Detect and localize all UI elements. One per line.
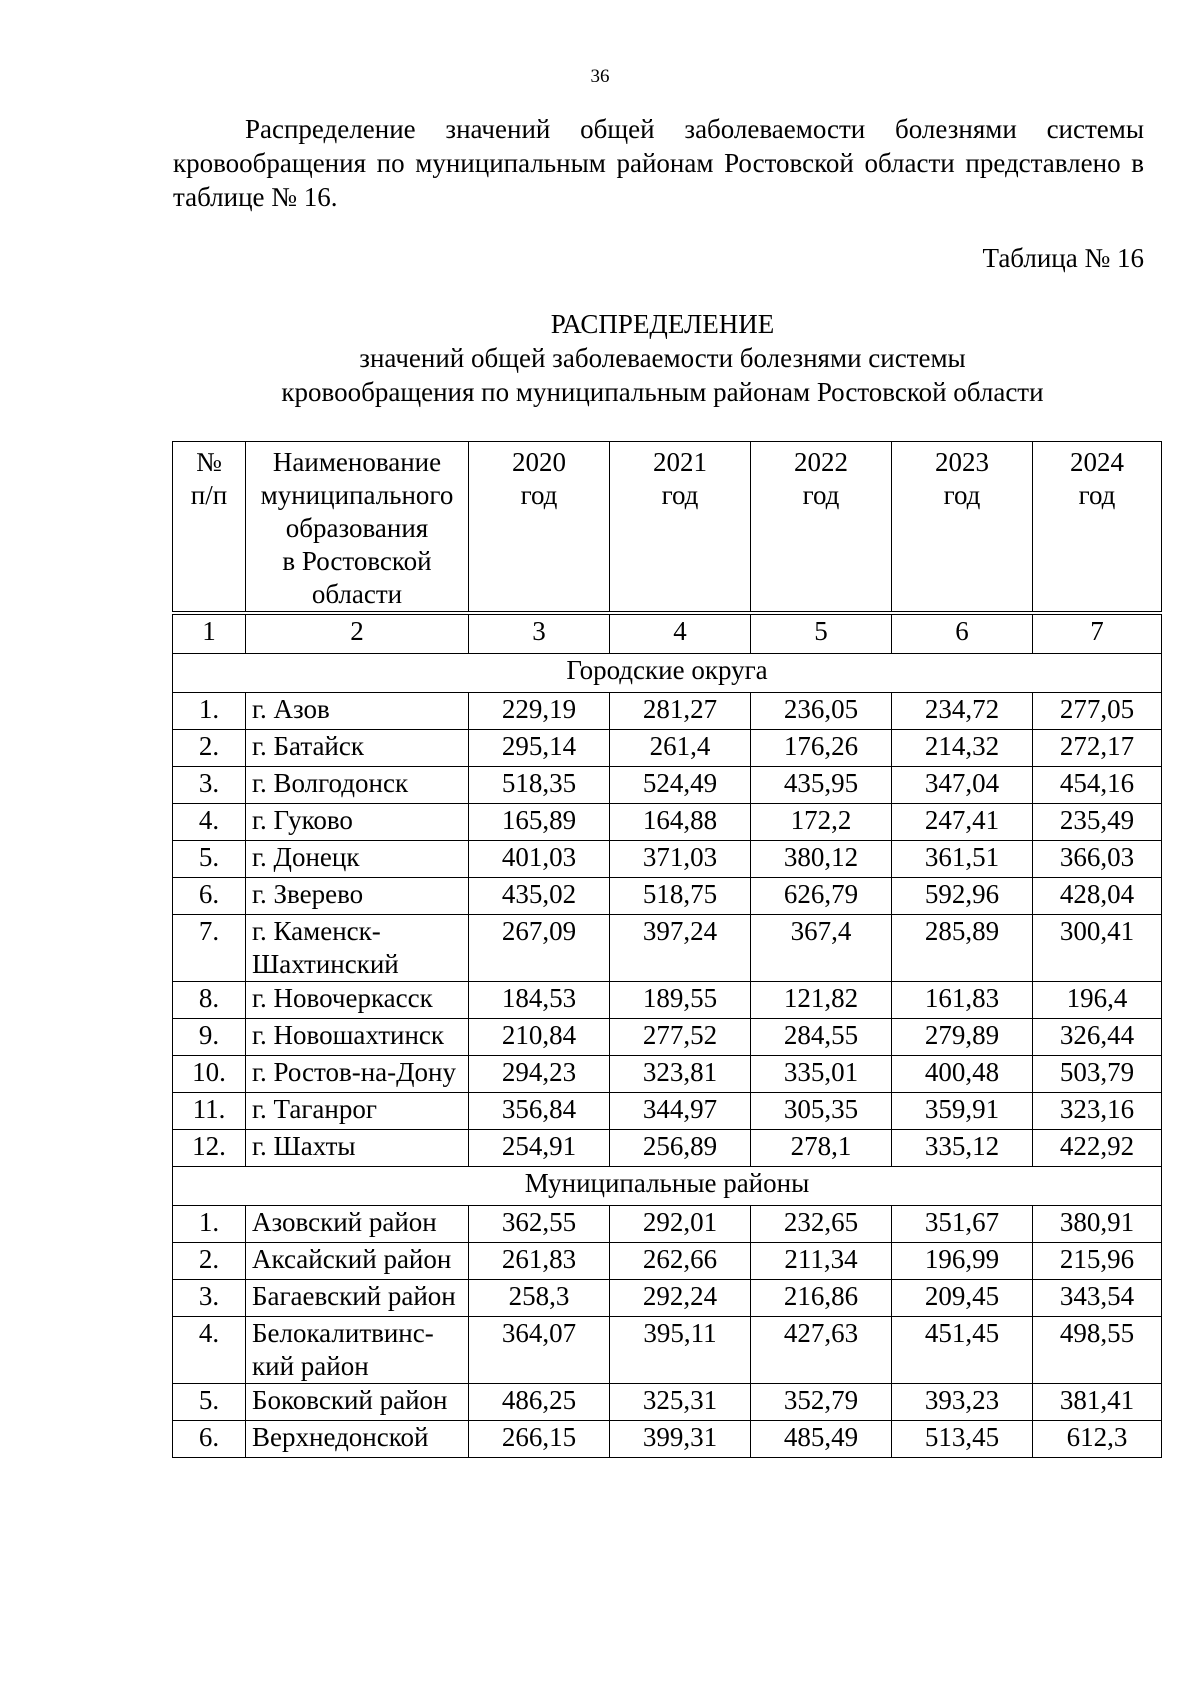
value-2022: 284,55 xyxy=(751,1019,892,1056)
morbidity-table xyxy=(172,441,1162,1458)
column-number: 7 xyxy=(1033,613,1162,654)
value-2022: 335,01 xyxy=(751,1056,892,1093)
value-2021: 292,24 xyxy=(610,1280,751,1317)
value-2023: 400,48 xyxy=(892,1056,1033,1093)
value-2023: 209,45 xyxy=(892,1280,1033,1317)
value-2024: 272,17 xyxy=(1033,730,1162,767)
value-2023: 161,83 xyxy=(892,982,1033,1019)
value-2020: 210,84 xyxy=(469,1019,610,1056)
municipality-name: Верхнедонской xyxy=(246,1421,469,1458)
municipality-name: Багаевский район xyxy=(246,1280,469,1317)
row-number: 5. xyxy=(173,841,246,878)
row-number: 1. xyxy=(173,1206,246,1243)
value-2022: 232,65 xyxy=(751,1206,892,1243)
municipality-name: г. Зверево xyxy=(246,878,469,915)
value-2023: 247,41 xyxy=(892,804,1033,841)
header-2021-unit: год xyxy=(661,480,699,510)
header-2021 xyxy=(610,442,751,614)
header-2023-unit: год xyxy=(943,480,981,510)
value-2021: 325,31 xyxy=(610,1384,751,1421)
column-number: 3 xyxy=(469,613,610,654)
table-caption xyxy=(0,307,1200,409)
value-2020: 165,89 xyxy=(469,804,610,841)
header-name xyxy=(246,442,469,614)
municipality-name: г. Гуково xyxy=(246,804,469,841)
caption-line-2: кровообращения по муниципальным районам Ростовской области xyxy=(281,377,1044,407)
table-row xyxy=(173,804,1162,841)
value-2021: 518,75 xyxy=(610,878,751,915)
table-row xyxy=(173,1093,1162,1130)
table-row xyxy=(173,1384,1162,1421)
row-number: 5. xyxy=(173,1384,246,1421)
value-2020: 266,15 xyxy=(469,1421,610,1458)
table-row xyxy=(173,1317,1162,1384)
section-row xyxy=(173,1167,1162,1206)
header-2023 xyxy=(892,442,1033,614)
municipality-name: Аксайский район xyxy=(246,1243,469,1280)
value-2021: 524,49 xyxy=(610,767,751,804)
value-2023: 592,96 xyxy=(892,878,1033,915)
value-2021: 371,03 xyxy=(610,841,751,878)
header-2020-unit: год xyxy=(520,480,558,510)
value-2023: 335,12 xyxy=(892,1130,1033,1167)
column-number: 4 xyxy=(610,613,751,654)
row-number: 12. xyxy=(173,1130,246,1167)
value-2021: 164,88 xyxy=(610,804,751,841)
value-2023: 347,04 xyxy=(892,767,1033,804)
municipality-name: г. Шахты xyxy=(246,1130,469,1167)
value-2021: 292,01 xyxy=(610,1206,751,1243)
column-number: 2 xyxy=(246,613,469,654)
header-2022 xyxy=(751,442,892,614)
row-number: 6. xyxy=(173,878,246,915)
value-2020: 294,23 xyxy=(469,1056,610,1093)
municipality-name: г. Ростов-на-Дону xyxy=(246,1056,469,1093)
header-2022-year: 2022 xyxy=(794,447,848,477)
value-2021: 189,55 xyxy=(610,982,751,1019)
column-number: 5 xyxy=(751,613,892,654)
intro-paragraph: Распределение значений общей заболеваемости болезнями системы кровообращения по муниципальным районам Ростовской области представлено в таблице № 16. xyxy=(173,114,1144,212)
table-row xyxy=(173,1130,1162,1167)
value-2021: 344,97 xyxy=(610,1093,751,1130)
table-row xyxy=(173,730,1162,767)
value-2023: 513,45 xyxy=(892,1421,1033,1458)
municipality-name: г. Батайск xyxy=(246,730,469,767)
caption-title: РАСПРЕДЕЛЕНИЕ xyxy=(550,309,775,339)
value-2024: 215,96 xyxy=(1033,1243,1162,1280)
municipality-name: г. Новошахтинск xyxy=(246,1019,469,1056)
page-number: 36 xyxy=(590,66,610,87)
header-2024-year: 2024 xyxy=(1070,447,1124,477)
value-2023: 351,67 xyxy=(892,1206,1033,1243)
column-numbers-row xyxy=(173,613,1162,654)
row-number: 11. xyxy=(173,1093,246,1130)
section-title: Муниципальные районы xyxy=(173,1167,1162,1206)
value-2023: 279,89 xyxy=(892,1019,1033,1056)
table-row xyxy=(173,693,1162,730)
header-number-line1: № xyxy=(196,447,222,477)
value-2022: 216,86 xyxy=(751,1280,892,1317)
municipality-name: Белокалитвинс-кий район xyxy=(246,1317,469,1384)
municipality-name: г. Азов xyxy=(246,693,469,730)
value-2023: 196,99 xyxy=(892,1243,1033,1280)
value-2024: 422,92 xyxy=(1033,1130,1162,1167)
value-2020: 184,53 xyxy=(469,982,610,1019)
table-row xyxy=(173,982,1162,1019)
table-row xyxy=(173,878,1162,915)
value-2024: 277,05 xyxy=(1033,693,1162,730)
row-number: 1. xyxy=(173,693,246,730)
section-row xyxy=(173,654,1162,693)
header-2024-unit: год xyxy=(1078,480,1116,510)
header-2020 xyxy=(469,442,610,614)
municipality-name: г. Волгодонск xyxy=(246,767,469,804)
value-2022: 380,12 xyxy=(751,841,892,878)
value-2023: 393,23 xyxy=(892,1384,1033,1421)
value-2021: 397,24 xyxy=(610,915,751,982)
row-number: 10. xyxy=(173,1056,246,1093)
table-row xyxy=(173,1243,1162,1280)
header-2022-unit: год xyxy=(802,480,840,510)
header-row xyxy=(173,442,1162,614)
value-2022: 211,34 xyxy=(751,1243,892,1280)
table-label: Таблица № 16 xyxy=(982,243,1144,273)
value-2021: 256,89 xyxy=(610,1130,751,1167)
value-2023: 214,32 xyxy=(892,730,1033,767)
value-2020: 258,3 xyxy=(469,1280,610,1317)
table-row xyxy=(173,1056,1162,1093)
value-2021: 281,27 xyxy=(610,693,751,730)
value-2022: 435,95 xyxy=(751,767,892,804)
value-2022: 121,82 xyxy=(751,982,892,1019)
value-2024: 503,79 xyxy=(1033,1056,1162,1093)
row-number: 7. xyxy=(173,915,246,982)
value-2024: 196,4 xyxy=(1033,982,1162,1019)
value-2020: 267,09 xyxy=(469,915,610,982)
value-2024: 381,41 xyxy=(1033,1384,1162,1421)
value-2020: 486,25 xyxy=(469,1384,610,1421)
value-2020: 362,55 xyxy=(469,1206,610,1243)
table-row xyxy=(173,1019,1162,1056)
value-2020: 295,14 xyxy=(469,730,610,767)
value-2024: 300,41 xyxy=(1033,915,1162,982)
value-2021: 261,4 xyxy=(610,730,751,767)
header-name-line1: Наименование xyxy=(272,447,442,477)
value-2020: 254,91 xyxy=(469,1130,610,1167)
value-2022: 172,2 xyxy=(751,804,892,841)
value-2024: 343,54 xyxy=(1033,1280,1162,1317)
municipality-name: Боковский район xyxy=(246,1384,469,1421)
value-2023: 451,45 xyxy=(892,1317,1033,1384)
value-2022: 278,1 xyxy=(751,1130,892,1167)
row-number: 2. xyxy=(173,730,246,767)
value-2020: 401,03 xyxy=(469,841,610,878)
value-2024: 498,55 xyxy=(1033,1317,1162,1384)
row-number: 8. xyxy=(173,982,246,1019)
row-number: 3. xyxy=(173,1280,246,1317)
table-row xyxy=(173,1421,1162,1458)
caption-line-1: значений общей заболеваемости болезнями системы xyxy=(359,343,966,373)
municipality-name: г. Новочеркасск xyxy=(246,982,469,1019)
value-2023: 361,51 xyxy=(892,841,1033,878)
value-2022: 305,35 xyxy=(751,1093,892,1130)
value-2022: 626,79 xyxy=(751,878,892,915)
value-2023: 234,72 xyxy=(892,693,1033,730)
value-2024: 323,16 xyxy=(1033,1093,1162,1130)
header-2024 xyxy=(1033,442,1162,614)
value-2020: 364,07 xyxy=(469,1317,610,1384)
header-name-line4: в Ростовской xyxy=(282,546,432,576)
column-number: 6 xyxy=(892,613,1033,654)
value-2022: 176,26 xyxy=(751,730,892,767)
value-2022: 485,49 xyxy=(751,1421,892,1458)
value-2024: 366,03 xyxy=(1033,841,1162,878)
table-row xyxy=(173,1206,1162,1243)
header-2023-year: 2023 xyxy=(935,447,989,477)
value-2024: 235,49 xyxy=(1033,804,1162,841)
value-2020: 356,84 xyxy=(469,1093,610,1130)
row-number: 4. xyxy=(173,1317,246,1384)
municipality-name: г. Каменск-Шахтинский xyxy=(246,915,469,982)
header-2020-year: 2020 xyxy=(512,447,566,477)
value-2024: 380,91 xyxy=(1033,1206,1162,1243)
municipality-name: г. Донецк xyxy=(246,841,469,878)
column-number: 1 xyxy=(173,613,246,654)
value-2024: 326,44 xyxy=(1033,1019,1162,1056)
table-row xyxy=(173,1280,1162,1317)
value-2024: 428,04 xyxy=(1033,878,1162,915)
value-2020: 518,35 xyxy=(469,767,610,804)
value-2021: 399,31 xyxy=(610,1421,751,1458)
header-number-line2: п/п xyxy=(190,480,228,510)
value-2021: 323,81 xyxy=(610,1056,751,1093)
header-number xyxy=(173,442,246,614)
row-number: 2. xyxy=(173,1243,246,1280)
value-2021: 262,66 xyxy=(610,1243,751,1280)
row-number: 4. xyxy=(173,804,246,841)
table-row xyxy=(173,841,1162,878)
value-2023: 359,91 xyxy=(892,1093,1033,1130)
row-number: 9. xyxy=(173,1019,246,1056)
value-2023: 285,89 xyxy=(892,915,1033,982)
value-2021: 277,52 xyxy=(610,1019,751,1056)
value-2020: 261,83 xyxy=(469,1243,610,1280)
row-number: 3. xyxy=(173,767,246,804)
municipality-name: г. Таганрог xyxy=(246,1093,469,1130)
value-2024: 612,3 xyxy=(1033,1421,1162,1458)
header-name-line2: муниципального xyxy=(260,480,454,510)
value-2022: 352,79 xyxy=(751,1384,892,1421)
header-2021-year: 2021 xyxy=(653,447,707,477)
value-2022: 236,05 xyxy=(751,693,892,730)
value-2021: 395,11 xyxy=(610,1317,751,1384)
value-2020: 229,19 xyxy=(469,693,610,730)
municipality-name: Азовский район xyxy=(246,1206,469,1243)
table-body xyxy=(173,654,1162,1458)
header-name-line5: области xyxy=(311,579,403,609)
row-number: 6. xyxy=(173,1421,246,1458)
table-row xyxy=(173,767,1162,804)
value-2020: 435,02 xyxy=(469,878,610,915)
value-2022: 367,4 xyxy=(751,915,892,982)
table-row xyxy=(173,915,1162,982)
header-name-line3: образования xyxy=(285,513,429,543)
section-title: Городские округа xyxy=(173,654,1162,693)
value-2022: 427,63 xyxy=(751,1317,892,1384)
value-2024: 454,16 xyxy=(1033,767,1162,804)
